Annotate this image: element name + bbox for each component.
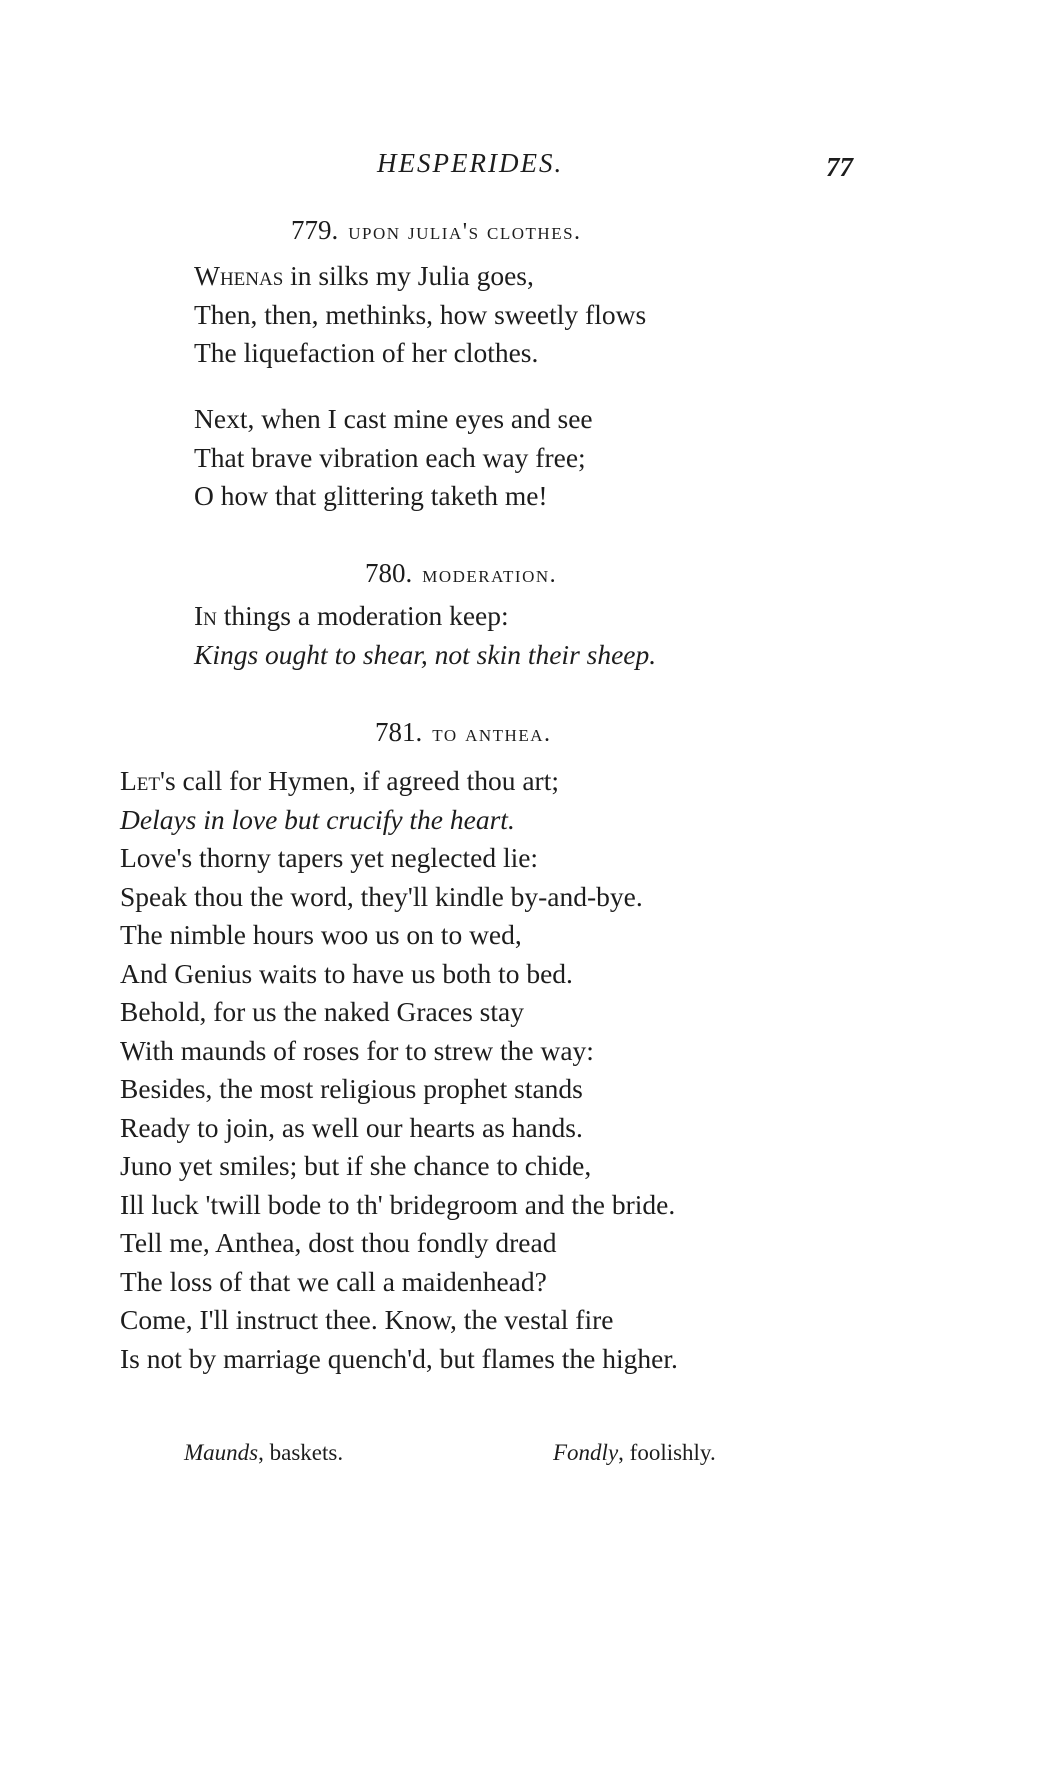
poem-title: upon julia's clothes. [348,219,582,245]
verse-line: Ill luck 'twill bode to th' bridegroom and the bride. [120,1188,676,1220]
verse-line: Besides, the most religious prophet stands [120,1073,583,1104]
footnote: Fondly, foolishly. [553,1440,716,1465]
page-number: 77 [826,152,853,182]
verse-line: The liquefaction of her clothes. [194,337,539,368]
verse-line: Let's call for Hymen, if agreed thou art; [120,765,559,796]
verse-line: Whenas in silks my Julia goes, [194,260,534,291]
verse-line: Come, I'll instruct thee. Know, the vestal fire [120,1304,614,1335]
poem-heading-780 [365,558,557,589]
verse-line: Juno yet smiles; but if she chance to chide, [120,1150,592,1181]
poem-number: 781. [375,717,423,747]
verse-line: In things a moderation keep: [194,600,509,631]
poem-title: to anthea. [432,721,552,747]
verse-line: That brave vibration each way free; [194,441,586,473]
poem-heading-779 [291,215,582,246]
verse-line: Behold, for us the naked Graces stay [120,996,524,1027]
verse-line: Delays in love but crucify the heart. [120,803,515,835]
footnote: Maunds, baskets. [184,1440,344,1465]
verse-line: Tell me, Anthea, dost thou fondly dread [120,1227,557,1258]
verse-line: Ready to join, as well our hearts as hands. [120,1111,583,1143]
poem-title: moderation. [422,562,558,588]
poem-779-stanza-1 [194,257,646,373]
verse-line: The nimble hours woo us on to wed, [120,919,522,950]
verse-line: Next, when I cast mine eyes and see [194,403,593,434]
verse-line: Then, then, methinks, how sweetly flows [194,298,647,330]
poem-number: 780. [365,558,413,588]
verse-line: With maunds of roses for to strew the way: [120,1034,594,1066]
poem-number: 779. [291,215,339,245]
verse-line: Speak thou the word, they'll kindle by-and-bye. [120,880,643,912]
poem-heading-781 [375,717,551,748]
verse-line: And Genius waits to have us both to bed. [120,957,573,989]
verse-line: Kings ought to shear, not skin their sheep. [194,638,657,670]
poem-781-stanza-1 [120,762,678,1378]
verse-line: Love's thorny tapers yet neglected lie: [120,842,539,873]
running-head [0,148,1057,188]
poem-779-stanza-2 [194,400,593,516]
verse-line: The loss of that we call a maidenhead? [120,1265,547,1297]
verse-line: O how that glittering taketh me! [194,480,548,511]
running-title: HESPERIDES. [377,148,564,178]
poem-780-stanza-1 [194,597,656,674]
verse-line: Is not by marriage quench'd, but flames the higher. [120,1342,678,1374]
